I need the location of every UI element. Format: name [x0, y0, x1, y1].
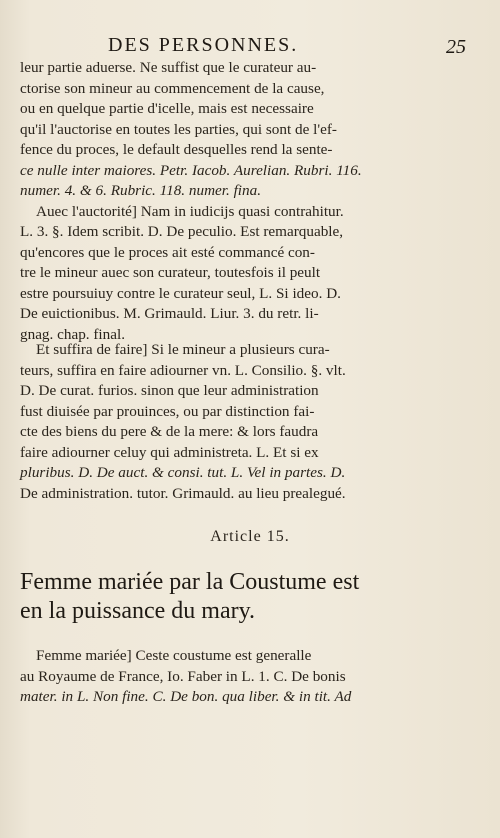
text-line: estre poursuiuy contre le curateur seul, L. Si ideo. D. [20, 284, 341, 302]
text-line: fust diuisée par prouinces, ou par distinction fai- [20, 402, 315, 420]
text-line: pluribus. D. De auct. & consi. tut. L. Vel in partes. D. [20, 464, 346, 481]
text-block-commentary [20, 58, 466, 345]
text-line: numer. 4. & 6. Rubric. 118. numer. fina. [20, 182, 262, 199]
text-line: fence du proces, le default desquelles rend la sente- [20, 141, 333, 158]
text-line: ou en quelque partie d'icelle, mais est necessaire [20, 100, 314, 117]
text-line: cte des biens du pere & de la mere: & lors faudra [20, 423, 319, 440]
section-heading-line: en la puissance du mary. [20, 598, 256, 624]
text-line: mater. in L. Non fine. C. De bon. qua liber. & in tit. Ad [20, 688, 352, 705]
text-line: au Royaume de France, Io. Faber in L. 1. C. De bonis [20, 667, 346, 685]
text-line: L. 3. §. Idem scribit. D. De peculio. Est remarquable, [20, 223, 344, 240]
text-line: leur partie aduerse. Ne suffist que le curateur au- [20, 59, 317, 76]
text-line: De euictionibus. M. Grimauld. Liur. 3. du retr. li- [20, 305, 319, 322]
text-line: De administration. tutor. Grimauld. au lieu prealegué. [20, 484, 346, 502]
article-label: Article 15. [210, 528, 290, 545]
text-line: teurs, suffira en faire adiourner vn. L. Consilio. §. vlt. [20, 361, 346, 379]
text-line: faire adiourner celuy qui administreta. L. Et si ex [20, 443, 319, 461]
text-line: ce nulle inter maiores. Petr. Iacob. Aurelian. Rubri. 116. [20, 161, 362, 179]
text-line: Et suffira de faire] Si le mineur a plusieurs cura- [36, 341, 330, 358]
text-line: qu'il l'auctorise en toutes les parties, qui sont de l'ef- [20, 120, 337, 138]
running-title: DES PERSONNES. [108, 34, 299, 56]
section-heading-line: Femme mariée par la Coustume est [20, 569, 360, 595]
section-heading [20, 568, 460, 626]
text-block-femme-mariee [20, 646, 466, 708]
text-line: tre le mineur auec son curateur, toutesfois il peult [20, 264, 321, 281]
page-number: 25 [446, 36, 466, 58]
text-line: qu'encores que le proces ait esté commancé con- [20, 243, 315, 261]
running-head [0, 30, 500, 58]
text-block-curateurs [20, 340, 466, 504]
text-line: ctorise son mineur au commencement de la cause, [20, 79, 325, 97]
text-line: Femme mariée] Ceste coustume est generalle [36, 647, 312, 664]
text-line: gnag. chap. final. [20, 325, 126, 343]
text-line: Auec l'auctorité] Nam in iudicijs quasi contrahitur. [36, 202, 344, 220]
text-line: D. De curat. furios. sinon que leur administration [20, 382, 319, 399]
